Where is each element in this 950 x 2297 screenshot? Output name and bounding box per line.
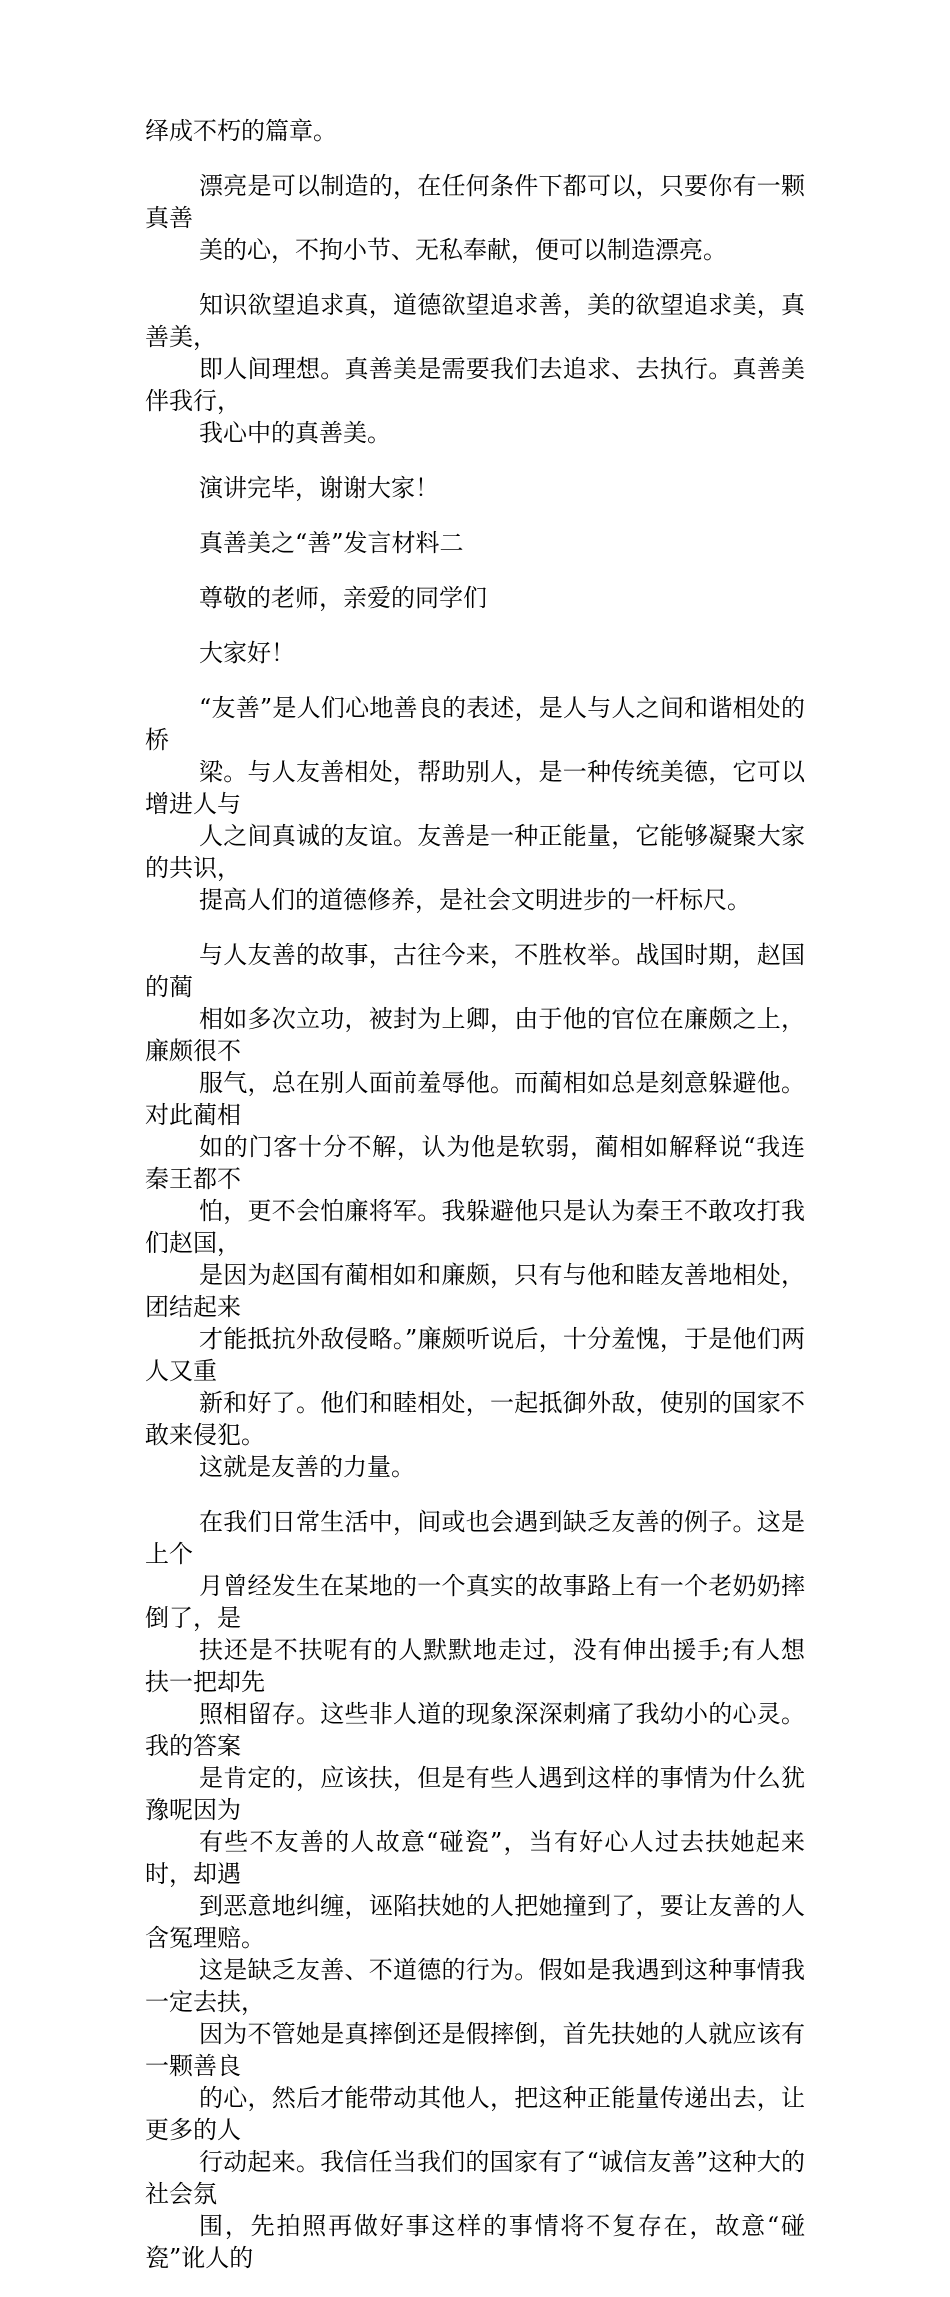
text-line: 这就是友善的力量。 [199,1453,415,1481]
text-line: 演讲完毕，谢谢大家！ [199,474,439,502]
paragraph-continuation [145,115,805,147]
text-line: 人之间真诚的友谊。友善是一种正能量，它能够凝聚大家的共识， [145,822,805,882]
text-line: 照相留存。这些非人道的现象深深刺痛了我幼小的心灵。我的答案 [145,1700,805,1760]
text-line: 与人友善的故事，古往今来，不胜枚举。战国时期，赵国的蔺 [145,941,805,1001]
paragraph-ideal [145,289,805,449]
text-line: 尊敬的老师，亲爱的同学们 [199,584,487,612]
text-line: 美的心，不拘小节、无私奉献，便可以制造漂亮。 [199,236,727,264]
text-line: 漂亮是可以制造的，在任何条件下都可以，只要你有一颗真善 [145,172,805,232]
greeting [145,637,805,669]
paragraph-daily-life [145,1506,805,2274]
document-page [145,115,805,2297]
text-line: 围，先拍照再做好事这样的事情将不复存在，故意“碰瓷”讹人的 [145,2212,805,2272]
text-line: 梁。与人友善相处，帮助别人，是一种传统美德，它可以增进人与 [145,758,805,818]
paragraph-closing [145,472,805,504]
text-line: 是肯定的，应该扶，但是有些人遇到这样的事情为什么犹豫呢因为 [145,1764,805,1824]
text-line: 如的门客十分不解，认为他是软弱，蔺相如解释说“我连秦王都不 [145,1133,805,1193]
text-line: 扶还是不扶呢有的人默默地走过，没有伸出援手;有人想扶一把却先 [145,1636,805,1696]
section-title [145,527,805,559]
text-line: 大家好！ [199,639,295,667]
text-line: 即人间理想。真善美是需要我们去追求、去执行。真善美伴我行， [145,355,805,415]
text-line: 服气，总在别人面前羞辱他。而蔺相如总是刻意躲避他。对此蔺相 [145,1069,805,1129]
text-line: 这是缺乏友善、不道德的行为。假如是我遇到这种事情我一定去扶， [145,1956,805,2016]
text-line: “友善”是人们心地善良的表述，是人与人之间和谐相处的桥 [145,694,805,754]
text-line: 怕，更不会怕廉将军。我躲避他只是认为秦王不敢攻打我们赵国， [145,1197,805,1257]
text-line: 的心，然后才能带动其他人，把这种正能量传递出去，让更多的人 [145,2084,805,2144]
text-line: 到恶意地纠缠，诬陷扶她的人把她撞到了，要让友善的人含冤理赔。 [145,1892,805,1952]
paragraph-beauty [145,170,805,266]
text-line: 绎成不朽的篇章。 [145,117,337,145]
text-line: 在我们日常生活中，间或也会遇到缺乏友善的例子。这是上个 [145,1508,805,1568]
text-line: 行动起来。我信任当我们的国家有了“诚信友善”这种大的社会氛 [145,2148,805,2208]
text-line: 相如多次立功，被封为上卿，由于他的官位在廉颇之上，廉颇很不 [145,1005,805,1065]
text-line: 有些不友善的人故意“碰瓷”，当有好心人过去扶她起来时，却遇 [145,1828,805,1888]
text-line: 知识欲望追求真，道德欲望追求善，美的欲望追求美，真善美， [145,291,805,351]
text-line: 因为不管她是真摔倒还是假摔倒，首先扶她的人就应该有一颗善良 [145,2020,805,2080]
text-line: 真善美之“善”发言材料二 [199,529,464,557]
text-line: 是因为赵国有蔺相如和廉颇，只有与他和睦友善地相处，团结起来 [145,1261,805,1321]
text-line: 新和好了。他们和睦相处，一起抵御外敌，使别的国家不敢来侵犯。 [145,1389,805,1449]
text-line: 才能抵抗外敌侵略。”廉颇听说后，十分羞愧，于是他们两人又重 [145,1325,805,1385]
paragraph-friendliness [145,692,805,916]
text-line: 我心中的真善美。 [199,419,391,447]
text-line: 提高人们的道德修养，是社会文明进步的一杆标尺。 [199,886,751,914]
salutation [145,582,805,614]
text-line: 月曾经发生在某地的一个真实的故事路上有一个老奶奶摔倒了，是 [145,1572,805,1632]
paragraph-story [145,939,805,1483]
